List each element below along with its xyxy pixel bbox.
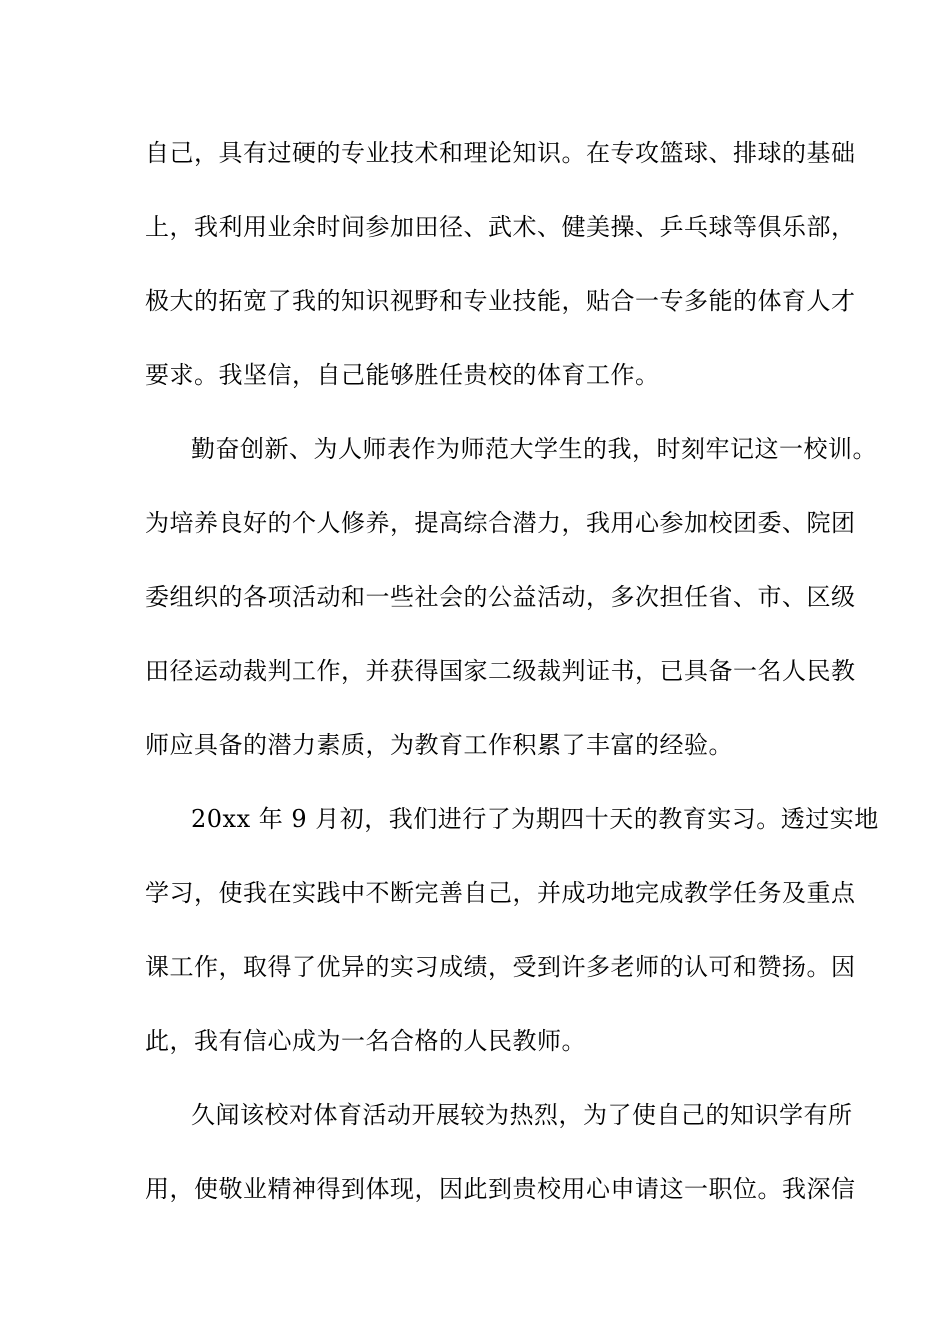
paragraph-line: 用，使敬业精神得到体现，因此到贵校用心申请这一职位。我深信 (145, 1175, 856, 1203)
paragraph-line: 20xx 年 9 月初，我们进行了为期四十天的教育实习。透过实地 (191, 805, 879, 833)
paragraph-line: 田径运动裁判工作，并获得国家二级裁判证书，已具备一名人民教 (145, 657, 856, 685)
paragraph-line: 委组织的各项活动和一些社会的公益活动，多次担任省、市、区级 (145, 583, 856, 611)
paragraph-line: 课工作，取得了优异的实习成绩，受到许多老师的认可和赞扬。因 (145, 953, 856, 981)
paragraph-line: 极大的拓宽了我的知识视野和专业技能，贴合一专多能的体育人才 (145, 287, 856, 315)
paragraph-line: 师应具备的潜力素质，为教育工作积累了丰富的经验。 (145, 731, 733, 759)
paragraph-line: 勤奋创新、为人师表作为师范大学生的我，时刻牢记这一校训。 (191, 435, 877, 463)
paragraph-line: 久闻该校对体育活动开展较为热烈，为了使自己的知识学有所 (191, 1101, 853, 1129)
paragraph-line: 为培养良好的个人修养，提高综合潜力，我用心参加校团委、院团 (145, 509, 856, 537)
paragraph-line: 此，我有信心成为一名合格的人民教师。 (145, 1027, 586, 1055)
paragraph-line: 要求。我坚信，自己能够胜任贵校的体育工作。 (145, 361, 660, 389)
paragraph-line: 上，我利用业余时间参加田径、武术、健美操、乒乓球等俱乐部， (145, 213, 856, 241)
paragraph-line: 学习，使我在实践中不断完善自己，并成功地完成教学任务及重点 (145, 879, 856, 907)
paragraph-line: 自己，具有过硬的专业技术和理论知识。在专攻篮球、排球的基础 (145, 139, 856, 167)
